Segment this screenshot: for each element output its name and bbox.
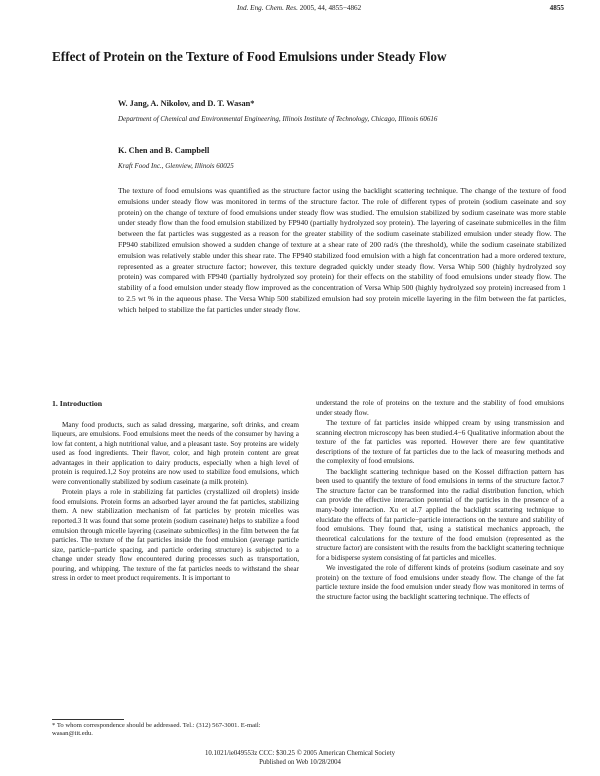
paragraph: The backlight scattering technique based on the Kossel diffraction pattern has been used to quantify the texture of food emulsions in terms of the structure factor.7 The structure factor can be transformed into the radial distribution function, which can provide the effective interaction potential of the particles in the presence of a many-body interaction. Xu et al.7 applied the backlight scattering technique to elucidate the effects of fat particle−particle interactions on the texture and stability of food emulsions. They found that, using a statistical mechanics approach, the theoretical calculations for the texture of the food emulsion (represented as the structure factor) are consistent with the results from the backlight scattering technique for a bidisperse system consisting of fat particles and micelles. xyxy=(316,467,564,562)
page-footer xyxy=(0,750,600,767)
author-list-1: W. Jang, A. Nikolov, and D. T. Wasan* xyxy=(118,99,255,108)
journal-year-volume-pages: 2005, 44, 4855−4862 xyxy=(299,4,362,12)
published-line: Published on Web 10/28/2004 xyxy=(259,758,341,766)
paragraph: understand the role of proteins on the texture and the stability of food emulsions under steady flow. xyxy=(316,399,564,417)
footnote-divider xyxy=(52,719,124,720)
correspondence-footnote: * To whom correspondence should be addressed. Tel.: (312) 567-3001. E-mail: wasan@iit.edu. xyxy=(52,722,261,738)
section-heading: 1. Introduction xyxy=(52,399,103,408)
running-head xyxy=(0,4,600,16)
paragraph: Many food products, such as salad dressing, margarine, soft drinks, and cream liqueurs, are emulsions. Food emulsions meet the needs of the consumer by having a low fat content, a high nutritional value, and a pleasant taste. Soy proteins are widely used as food ingredients. Their flavor, color, and high protein content are great advantages in their application to dairy products, especially when a high level of protein is required.1,2 Soy proteins are now used to stabilize food emulsions, which were conventionally stabilized by sodium caseinate (a milk protein). xyxy=(52,420,299,486)
affiliation-2: Kraft Food Inc., Glenview, Illinois 60025 xyxy=(118,162,234,170)
left-column xyxy=(52,399,299,584)
doi-line: 10.1021/ie049553z CCC: $30.25 © 2005 American Chemical Society xyxy=(205,750,395,757)
right-column xyxy=(316,399,564,602)
running-head-journal xyxy=(237,4,361,12)
article-title: Effect of Protein on the Texture of Food Emulsions under Steady Flow xyxy=(52,49,447,64)
affiliation-1: Department of Chemical and Environmental Engineering, Illinois Institute of Technology, Chicago, Illinois 60616 xyxy=(118,115,438,123)
abstract: The texture of food emulsions was quantified as the structure factor using the backlight scattering technique. The change of the texture of food emulsions under steady flow was monitored in terms of the structure factor. The role of different types of protein (sodium caseinate and soy protein) on the change of texture of food emulsions under steady flow was studied. The emulsion stabilized by sodium caseinate was more stable under steady flow than the food emulsion stabilized by FP940 (partially hydrolyzed soy protein). The layering of caseinate submicelles in the film between the fat particles was suggested as a reason for the greater stability of the sodium caseinate stabilized emulsion under steady flow. The FP940 stabilized emulsion showed a sudden change of texture at a shear rate of 200 rad/s (the threshold), while the sodium caseinate stabilized emulsion was relatively stable under this shear rate. The FP940 stabilized food emulsion with a high fat concentration had a more ordered texture, represented as a greater structure factor; however, this texture degraded quickly under steady flow. Versa Whip 500 (highly hydrolyzed soy protein) was compared with FP940 (partially hydrolyzed soy protein) for their effects on the stability of food emulsions under steady flow. The stability of a food emulsion under steady flow improved as the concentration of Versa Whip 500 (highly hydrolyzed soy protein) increased from 1 to 2.5 wt % in the aqueous phase. The Versa Whip 500 stabilized emulsion had soy protein micelle layering in the film between the fat particles, which helped to stabilize the fat particles under steady flow. xyxy=(118,186,566,314)
paragraph: The texture of fat particles inside whipped cream by using transmission and scanning electron microscopy has been studied.4−6 Qualitative information about the texture of the fat particles was reported. However there are few quantitative descriptions of the texture of fat particles due to the lack of measuring methods and the complexity of food emulsions. xyxy=(316,419,564,466)
author-list-2: K. Chen and B. Campbell xyxy=(118,146,210,155)
paragraph: Protein plays a role in stabilizing fat particles (crystallized oil droplets) inside food emulsions. Protein forms an adsorbed layer around the fat particles, stabilizing them. A new stabilization mechanism of fat particles by protein micelles was reported.3 It was found that some protein (sodium caseinate) helps to stabilize a food emulsion through micelle layering (caseinate submicelles) in the film between the fat particles. The texture of the fat particles inside the food emulsion (average particle size, particle−particle spacing, and particle ordering structure) is subjected to a change under steady flow encountered during processes such as transportation, pouring, and whipping. The texture of the fat particles needs to withstand the shear stress in order to meet product requirements. It is important to xyxy=(52,488,299,583)
page-number: 4855 xyxy=(549,4,564,12)
journal-name: Ind. Eng. Chem. Res. xyxy=(237,4,298,12)
paragraph: We investigated the role of different kinds of proteins (sodium caseinate and soy protein) on the texture of food emulsions under steady flow. The change of the fat particle texture inside the food emulsion under steady flow was monitored in terms of the structure factor using the backlight scattering technique. The effects of xyxy=(316,564,564,601)
